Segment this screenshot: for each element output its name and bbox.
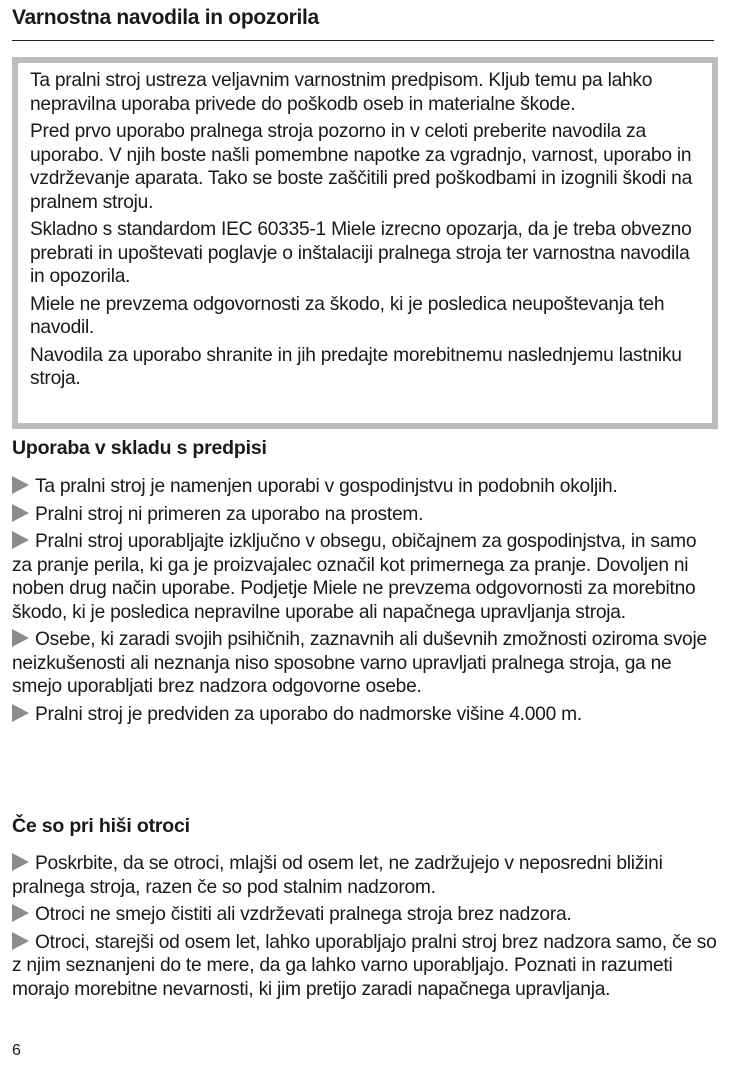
bullet-item: Osebe, ki zaradi svojih psihičnih, zaznavnih ali duševnih zmožnosti oziroma svoje neizkušenosti ali neznanja niso sposobne varno upravljati pralnega stroja, ga ne smejo uporabljati brez nadzora odgovorne osebe. — [12, 629, 707, 697]
notice-paragraph: Skladno s standardom IEC 60335-1 Miele izrecno opozarja, da je treba obvezno prebrati in upoštevati poglavje o inštalaciji pralnega stroja ter varnostna navodila in opozorila. — [30, 219, 692, 287]
section-heading-children: Če so pri hiši otroci — [12, 815, 190, 837]
triangle-bullet-icon — [12, 904, 29, 922]
section-intended-use — [12, 475, 717, 730]
notice-paragraph: Pred prvo uporabo pralnega stroja pozorno in v celoti preberite navodila za uporabo. V njih boste našli pomembne napotke za vgradnjo, varnost, uporabo in vzdrževanje aparata. Tako se boste zaščitili pred poškodbami in izognili škodi na pralnem stroju. — [30, 121, 692, 213]
notice-box — [12, 57, 718, 429]
page-number: 6 — [12, 1042, 21, 1059]
notice-paragraph: Miele ne prevzema odgovornosti za škodo, ki je posledica neupoštevanja teh navodil. — [30, 293, 665, 338]
page-title: Varnostna navodila in opozorila — [12, 6, 319, 29]
bullet-item: Otroci ne smejo čistiti ali vzdrževati pralnega stroja brez nadzora. — [12, 903, 717, 927]
bullet-item: Poskrbite, da se otroci, mlajši od osem let, ne zadržujejo v neposredni bližini pralnega stroja, razen če so pod stalnim nadzorom. — [12, 853, 663, 898]
section-heading-intended-use: Uporaba v skladu s predpisi — [12, 437, 267, 459]
triangle-bullet-icon — [12, 853, 29, 871]
bullet-item: Pralni stroj uporabljajte izključno v obsegu, običajnem za gospodinjstva, in samo za pranje perila, ki ga je proizvajalec označil kot primernega za pranje. Dovoljen ni noben drug način uporabe. Podjetje Miele ne prevzema odgovornosti za morebitno škodo, ki je posledica nepravilne uporabe ali napačnega upravljanja stroja. — [12, 531, 697, 623]
triangle-bullet-icon — [12, 504, 29, 522]
bullet-item: Ta pralni stroj je namenjen uporabi v gospodinjstvu in podobnih okoljih. — [12, 475, 717, 499]
notice-paragraph: Ta pralni stroj ustreza veljavnim varnostnim predpisom. Kljub temu pa lahko nepravilna uporaba privede do poškodb oseb in materialne škode. — [30, 70, 653, 115]
bullet-item: Pralni stroj ni primeren za uporabo na prostem. — [12, 503, 717, 527]
triangle-bullet-icon — [12, 932, 29, 950]
triangle-bullet-icon — [12, 531, 29, 549]
title-divider — [12, 40, 714, 41]
triangle-bullet-icon — [12, 704, 29, 722]
section-children — [12, 852, 717, 1005]
triangle-bullet-icon — [12, 476, 29, 494]
triangle-bullet-icon — [12, 629, 29, 647]
bullet-item: Otroci, starejši od osem let, lahko uporabljajo pralni stroj brez nadzora samo, če so z njim seznanjeni do te mere, da ga lahko varno uporabljajo. Poznati in razumeti morajo morebitne nevarnosti, ki jim pretijo zaradi napačnega upravljanja. — [12, 931, 717, 1000]
notice-paragraph: Navodila za uporabo shranite in jih predajte morebitnemu naslednjemu lastniku stroja. — [30, 344, 682, 389]
bullet-item: Pralni stroj je predviden za uporabo do nadmorske višine 4.000 m. — [12, 703, 717, 727]
